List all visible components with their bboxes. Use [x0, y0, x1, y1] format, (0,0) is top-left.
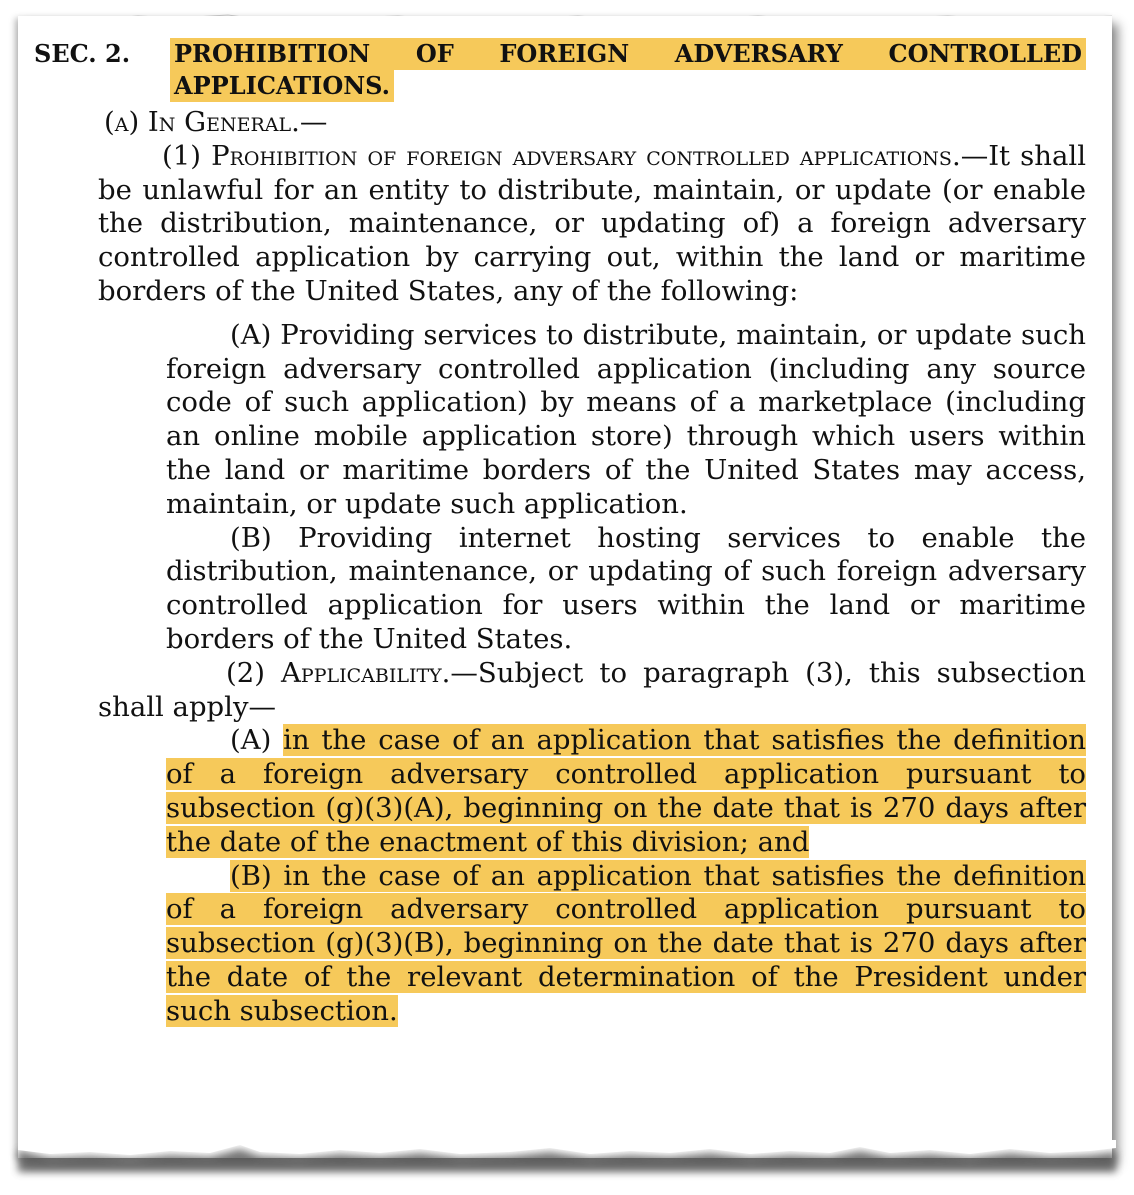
title-word: CONTROLLED: [888, 39, 1082, 68]
paragraph-1-text: —It shall be unlawful for an entity to distribute, maintain, or update (or enable the distribution, maintenance, or updating of) a foreign adversary controlled application by carrying out, within the land or maritime borders of the United States, any of the following:: [98, 139, 1086, 307]
paragraph-2-text: —Subject to paragraph (3), this subsection shall apply—: [98, 656, 1086, 723]
section-title-line1: [170, 38, 1086, 70]
paragraph-1-heading: Prohibition of foreign adversary controlled applications.: [211, 139, 961, 172]
paragraph-1-item-b: (B) Providing internet hosting services to enable the distribution, maintenance, or updating of such foreign adversary controlled application for users within the land or maritime borders of the United States.: [166, 521, 1086, 655]
paragraph-2-item-a: [34, 724, 1086, 859]
title-word: PROHIBITION: [174, 39, 371, 68]
section-label: SEC. 2.: [34, 39, 131, 68]
title-word: FOREIGN: [499, 39, 630, 68]
paragraph-2-heading: Applicability.: [281, 656, 451, 689]
torn-paper-bottom-edge: [10, 1140, 1124, 1195]
item-b-highlighted-text: (B) in the case of an application that satisfies the definition of a foreign adversary controlled application pursuant to subsection (g)(3)(B), beginning on the date that is 270 days after the date of the relevant determination of the President under such subsection.: [166, 859, 1086, 1027]
section-title: [170, 38, 1086, 102]
paragraph-1: [34, 140, 1086, 309]
paragraph-1-item-a: (A) Providing services to distribute, maintain, or update such foreign adversary controlled application (including any source code of such application) by means of a marketplace (including an online mobile application store) through which users within the land or maritime borders of the United States may access, maintain, or update such application.: [166, 318, 1086, 520]
title-word: ADVERSARY: [674, 39, 843, 68]
item-a-highlighted-text: in the case of an application that satisfies the definition of a foreign adversary controlled application pursuant to subsection (g)(3)(A), beginning on the date that is 270 days after the date of the enactment of this division; and: [166, 724, 1086, 858]
paragraph-2: [34, 657, 1086, 725]
subsection-a-heading: (a) In General.—: [104, 106, 328, 138]
section-title-line2: APPLICATIONS.: [170, 70, 394, 102]
legal-text: [34, 38, 1086, 1029]
section-heading: [34, 38, 1086, 102]
paragraph-2-item-b: [34, 860, 1086, 1029]
item-a-label: (A): [230, 724, 272, 757]
paragraph-2-number: (2): [226, 656, 265, 689]
title-word: OF: [415, 39, 454, 68]
paragraph-1-number: (1): [162, 139, 201, 172]
